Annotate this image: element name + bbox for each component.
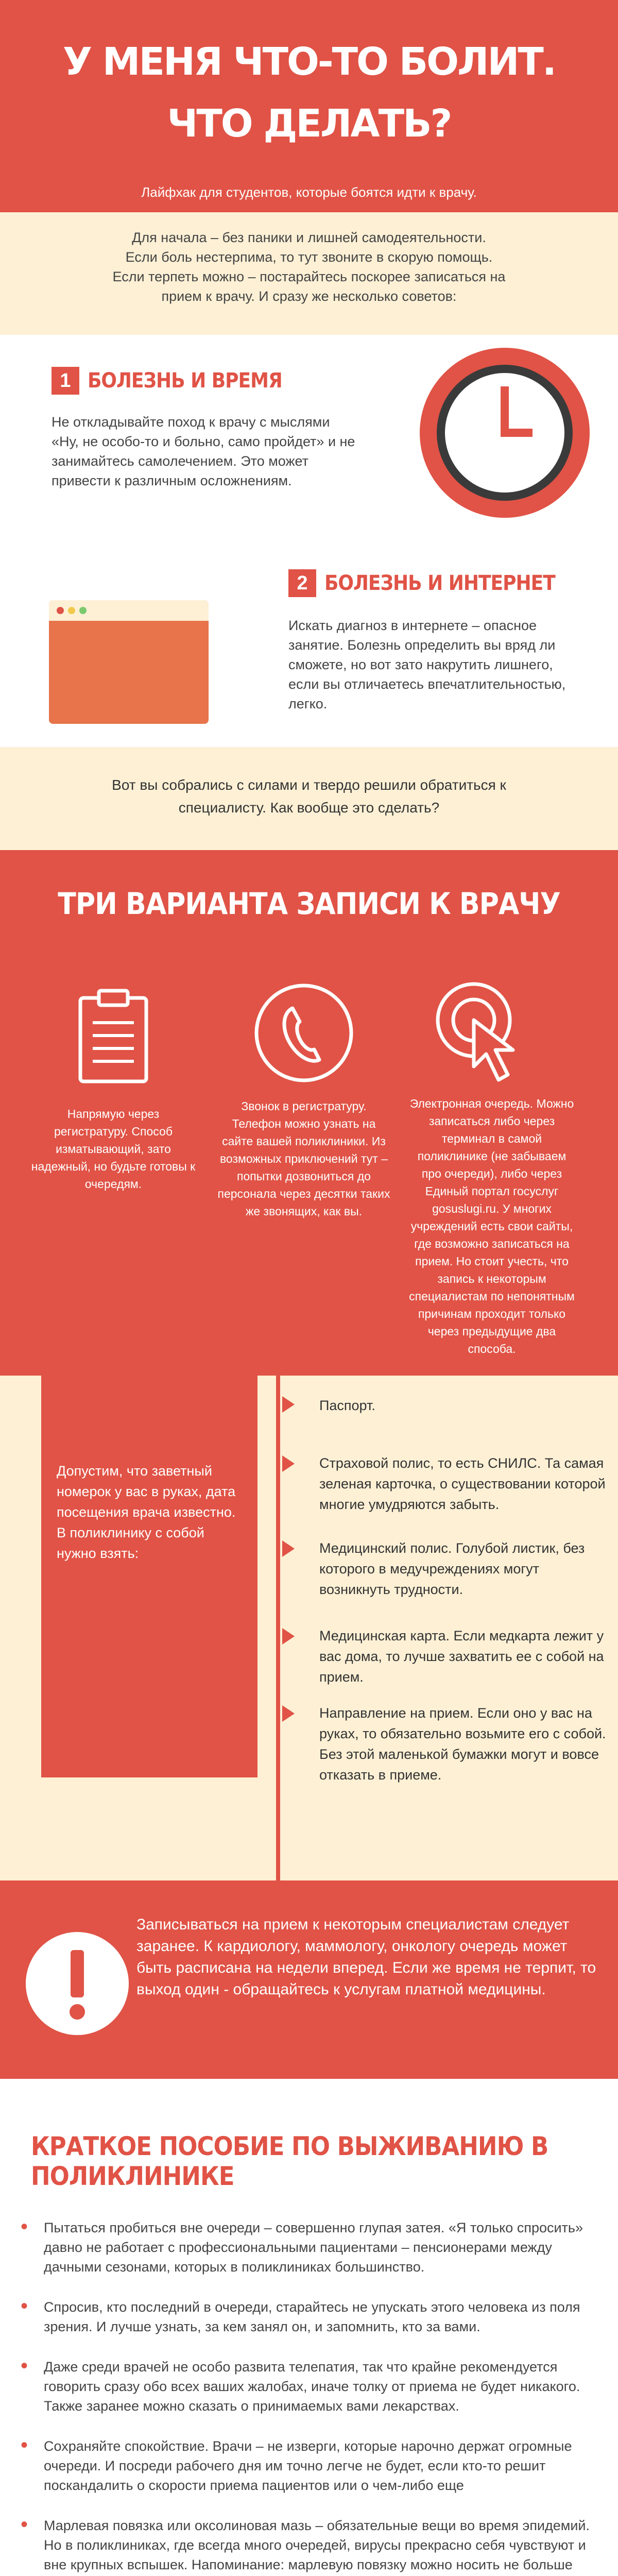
question-line-2: специалисту. Как вообще это сделать? [178,800,440,816]
cursor-click-icon [433,979,551,1087]
clipboard-icon [77,987,149,1084]
guide-title: КРАТКОЕ ПОСОБИЕ ПО ВЫЖИВАНИЮ В ПОЛИКЛИНИКЕ [31,2131,548,2191]
intro-line-2: Если боль нестерпима, то тут звоните в скорую помощь. [125,249,493,265]
timeline-line [268,1376,304,1880]
topics-section [0,335,618,747]
intro-line-1: Для начала – без паники и лишней самодеятельности. [132,230,486,245]
list-item: • Марлевая повязка или оксолиновая мазь – обязательные вещи во время эпидемий. Но в поликлиниках, где всегда много очередей, вирусы прекрасно себя чувствуют и вне крупных вспышек. Напоминание: марлевую повязку можно носить не больше [21,2516,603,2576]
list-item: • Даже среди врачей не особо развита телепатия, так что крайне рекомендуется говорить сразу обо всех ваших жалобах, иначе толку от приема не будет никакого. Также заранее можно сказать о принимаемых вами лекарствах. [21,2357,603,2416]
document-item: Медицинская карта. Если медкарта лежит у вас дома, то лучше захватить ее с собой на прием. [319,1628,604,1685]
exclamation-icon [23,1929,131,2038]
warning-text: Записываться на прием к некоторым специалистам следует заранее. К кардиологу, маммологу, онкологу очередь может быть расписана на недели вперед. Если же время не терпит, то выход один - обращайтесь к услугам платной медицины. [136,1916,596,1998]
clock-icon [417,345,592,520]
topic-2-number: 2 [288,569,316,597]
document-item: Медицинский полис. Голубой листик, без которого в медучреждениях могут возникнуть трудности. [319,1540,585,1597]
list-item: • Пытаться пробиться вне очереди – совершенно глупая затея. «Я только спросить» давно не работает с профессиональными пациентами – пенсионерами между дачными сезонами, которых в поликлиниках большинство. [21,2218,603,2277]
question-section [0,747,618,850]
topic-2-title: БОЛЕЗНЬ И ИНТЕРНЕТ [324,571,555,595]
warning-section [0,1880,618,2079]
title-line-1: У МЕНЯ ЧТО-ТО БОЛИТ. [62,40,556,84]
documents-intro-text: Допустим, что заветный номерок у вас в руках, дата посещения врача известно. В поликлинику с собой нужно взять: [57,1463,236,1561]
option-1-text: Напрямую через регистратуру. Способ изматывающий, зато надежный, но будьте готовы к очередям. [31,1107,196,1191]
topic-1-title: БОЛЕЗНЬ И ВРЕМЯ [88,369,282,393]
document-item: Направление на прием. Если оно у вас на руках, то обязательно возьмите его с собой. Без этой маленькой бумажки могут и вовсе отказать в приеме. [319,1705,606,1783]
intro-line-3: Если терпеть можно – постарайтесь поскорее записаться на [112,269,506,284]
page-subtitle: Лайфхак для студентов, которые боятся идти к врачу. [141,184,477,200]
phone-icon [252,981,355,1084]
guide-list [21,2218,603,2576]
document-item: Паспорт. [319,1398,375,1413]
browser-window-icon [49,600,209,724]
topic-1-heading [52,367,282,395]
option-2-text: Звонок в регистратуру. Телефон можно узнать на сайте вашей поликлиники. Из возможных приключений тут – попытки дозвониться до персонала через десятки таких же звонящих, как вы. [217,1099,390,1218]
question-line-1: Вот вы собрались с силами и твердо решили обратиться к [112,777,506,793]
options-section [0,850,618,1376]
documents-section [0,1376,618,1880]
option-3-text: Электронная очередь. Можно записаться либо через терминал в самой поликлинике (не забываем про очереди), либо через Единый портал госуслуг gosuslugi.ru. У многих учреждений есть свои сайты, где возможно записаться на прием. Но стоит учесть, что запись к некоторым специалистам по непонятным причинам проходит только через предыдущие два способа. [409,1097,575,1355]
list-item: • Сохраняйте спокойствие. Врачи – не изверги, которые нарочно держат огромные очереди. И посреди рабочего дня им точно легче не будет, если кто-то решит поскандалить о скорости приема пациентов или о чем-либо еще [21,2436,603,2495]
options-title: ТРИ ВАРИАНТА ЗАПИСИ К ВРАЧУ [58,886,560,921]
title-line-2: ЧТО ДЕЛАТЬ? [167,101,451,146]
page-title [0,0,618,155]
list-item: • Спросив, кто последний в очереди, старайтесь не упускать этого человека из поля зрения. И лучше узнать, за кем занял он, и запомнить, кто за вами. [21,2297,603,2336]
documents-intro-panel [41,1376,258,1777]
hero-header [0,0,618,212]
survival-guide-section [0,2079,618,2576]
intro-section [0,212,618,335]
intro-line-4: прием к врачу. И сразу же несколько советов: [161,289,457,304]
topic-1-number: 1 [52,367,79,395]
topic-2-heading [288,569,555,597]
topic-2-text: Искать диагноз в интернете – опасное занятие. Болезнь определить вы вряд ли сможете, но вот зато накрутить лишнего, если вы отличаетесь впечатлительностью, легко. [288,618,566,711]
topic-1-text: Не откладывайте поход к врачу с мыслями «Ну, не особо-то и больно, само пройдет» и не занимайтесь самолечением. Это может привести к различным осложнениям. [52,414,355,488]
document-item: Страховой полис, то есть СНИЛС. Та самая зеленая карточка, о существовании которой многие умудряются забыть. [319,1455,606,1512]
